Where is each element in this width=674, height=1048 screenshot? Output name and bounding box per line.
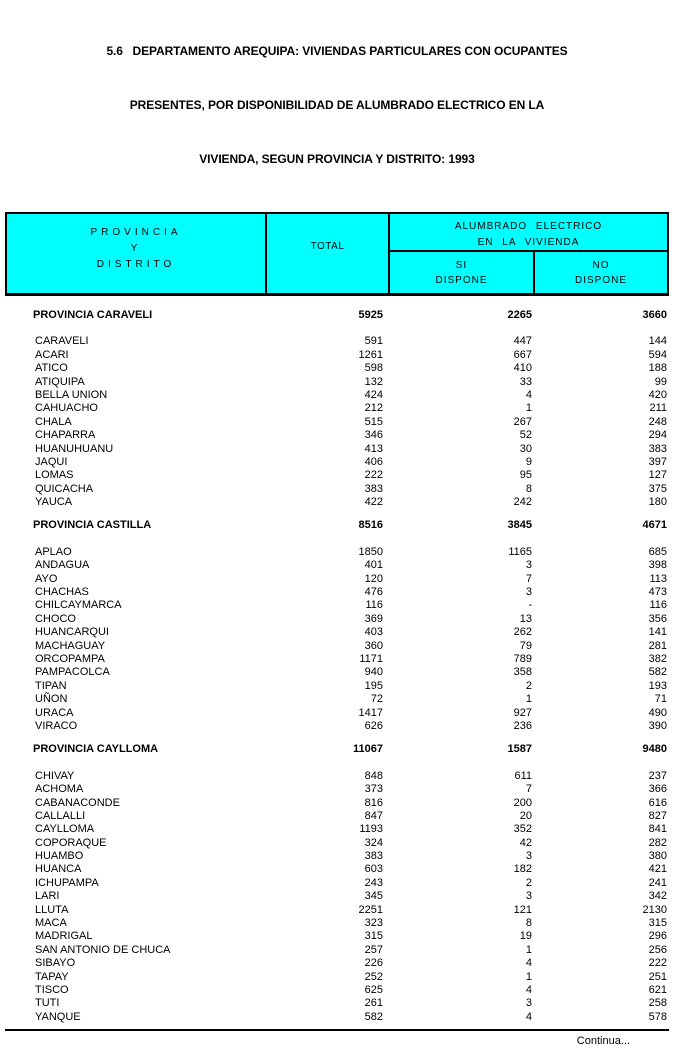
- no-cell: 420: [648, 388, 667, 401]
- si-cell: 2: [525, 679, 532, 692]
- title-line-1: 5.6 DEPARTAMENTO AREQUIPA: VIVIENDAS PARTICULARES CON OCUPANTES: [106, 44, 568, 58]
- column-header-si-dispone: [390, 252, 535, 293]
- no-cell: 356: [648, 612, 667, 625]
- table-row: [5, 707, 669, 720]
- name-cell: CHILCAYMARCA: [35, 599, 122, 612]
- total-cell: 373: [364, 783, 383, 796]
- no-cell: 685: [648, 545, 667, 558]
- table-row: [5, 456, 669, 469]
- name-cell: TISCO: [35, 983, 69, 996]
- name-cell: YANQUE: [35, 1010, 81, 1023]
- total-cell: 324: [364, 836, 383, 849]
- name-cell: SIBAYO: [35, 957, 76, 970]
- name-cell: LLUTA: [35, 903, 69, 916]
- no-cell: 296: [648, 930, 667, 943]
- no-cell: 366: [648, 783, 667, 796]
- si-cell: 33: [519, 375, 532, 388]
- si-cell: 9: [525, 455, 532, 468]
- table-row: [5, 877, 669, 890]
- si-cell: 3: [525, 586, 532, 599]
- no-cell: 2130: [642, 903, 667, 916]
- si-cell: 2265: [507, 309, 532, 321]
- table-row: [5, 546, 669, 559]
- no-cell: 180: [648, 496, 667, 509]
- total-cell: 848: [364, 769, 383, 782]
- province-row: [5, 743, 669, 756]
- si-cell: -: [528, 599, 532, 612]
- total-cell: 406: [364, 455, 383, 468]
- si-cell: 30: [519, 442, 532, 455]
- table-row: [5, 483, 669, 496]
- total-cell: 8516: [358, 519, 383, 532]
- no-cell: 116: [649, 599, 667, 612]
- si-cell: 4: [525, 1010, 532, 1023]
- bottom-rule: [5, 1029, 669, 1031]
- total-cell: 413: [364, 442, 383, 455]
- name-cell: COPORAQUE: [35, 836, 107, 849]
- name-cell: CABANACONDE: [35, 796, 120, 809]
- total-cell: 369: [364, 612, 383, 625]
- name-cell: JAQUI: [35, 455, 68, 468]
- name-cell: PAMPACOLCA: [35, 666, 110, 679]
- total-cell: 257: [364, 943, 383, 956]
- si-cell: 4: [525, 388, 532, 401]
- table-row: [5, 559, 669, 572]
- total-cell: 1261: [358, 348, 383, 361]
- total-cell: 1171: [359, 652, 383, 665]
- distrito-label: DISTRITO: [96, 259, 176, 270]
- no-cell: 421: [648, 863, 667, 876]
- table-row: [5, 335, 669, 348]
- name-cell: MACA: [35, 917, 67, 930]
- total-cell: 120: [364, 572, 383, 585]
- column-header-alumbrado-group: [390, 214, 667, 293]
- total-cell: 315: [364, 930, 383, 943]
- table-row: [5, 680, 669, 693]
- no-cell: 473: [648, 586, 667, 599]
- no-cell: 248: [648, 415, 667, 428]
- no-cell: 222: [648, 957, 667, 970]
- table-row: [5, 930, 669, 943]
- total-cell: 1850: [358, 545, 383, 558]
- no-label: NO: [592, 259, 610, 271]
- no-cell: 144: [648, 335, 667, 348]
- alumbrado-subheaders: [390, 252, 667, 293]
- si-cell: 95: [519, 469, 532, 482]
- no-cell: 251: [648, 970, 667, 983]
- name-cell: LARI: [35, 890, 60, 903]
- total-cell: 195: [364, 679, 383, 692]
- no-cell: 9480: [642, 743, 667, 756]
- total-cell: 252: [364, 970, 383, 983]
- si-cell: 182: [513, 863, 532, 876]
- no-cell: 258: [648, 997, 667, 1010]
- table-row: [5, 376, 669, 389]
- si-cell: 789: [513, 652, 532, 665]
- no-cell: 375: [648, 482, 667, 495]
- total-cell: 403: [364, 626, 383, 639]
- table-row: [5, 693, 669, 706]
- total-cell: 401: [364, 559, 383, 572]
- si-cell: 52: [519, 429, 532, 442]
- total-cell: 816: [364, 796, 383, 809]
- column-header-total: [267, 214, 390, 293]
- no-cell: 188: [648, 362, 667, 375]
- total-cell: 422: [364, 496, 383, 509]
- table-row: [5, 402, 669, 415]
- si-cell: 42: [519, 836, 532, 849]
- si-cell: 242: [513, 496, 532, 509]
- title-line-2: PRESENTES, POR DISPONIBILIDAD DE ALUMBRADO ELECTRICO EN LA: [129, 98, 545, 112]
- si-cell: 667: [513, 348, 532, 361]
- total-cell: 424: [364, 388, 383, 401]
- si-cell: 4: [525, 957, 532, 970]
- name-cell: HUANCA: [35, 863, 82, 876]
- table-row: [5, 653, 669, 666]
- table-row: [5, 797, 669, 810]
- name-cell: TIPAN: [35, 679, 67, 692]
- si-cell: 3: [525, 850, 532, 863]
- alumbrado-line-2: EN LA VIVIENDA: [477, 237, 580, 248]
- name-cell: PROVINCIA CASTILLA: [33, 519, 152, 532]
- total-cell: 72: [370, 693, 383, 706]
- no-cell: 594: [648, 348, 667, 361]
- name-cell: CALLALLI: [35, 809, 86, 822]
- name-cell: CHOCO: [35, 612, 76, 625]
- name-cell: ATIQUIPA: [35, 375, 85, 388]
- no-cell: 582: [648, 666, 667, 679]
- si-cell: 7: [525, 783, 532, 796]
- no-cell: 71: [654, 693, 667, 706]
- no-cell: 193: [648, 679, 667, 692]
- total-cell: 847: [364, 809, 383, 822]
- total-cell: 132: [364, 375, 383, 388]
- table-row: [5, 810, 669, 823]
- no-cell: 616: [648, 796, 667, 809]
- column-header-no-dispone: [535, 252, 667, 293]
- total-cell: 243: [364, 876, 383, 889]
- name-cell: MACHAGUAY: [35, 639, 106, 652]
- total-cell: 360: [364, 639, 383, 652]
- total-cell: 1417: [358, 706, 383, 719]
- table-row: [5, 599, 669, 612]
- total-cell: 598: [364, 362, 383, 375]
- si-cell: 200: [513, 796, 532, 809]
- no-cell: 99: [654, 375, 667, 388]
- total-cell: 5925: [358, 309, 383, 321]
- name-cell: PROVINCIA CARAVELI: [33, 309, 153, 321]
- si-cell: 352: [513, 823, 532, 836]
- name-cell: ATICO: [35, 362, 68, 375]
- total-cell: 383: [364, 850, 383, 863]
- name-cell: HUANCARQUI: [35, 626, 109, 639]
- no-cell: 237: [648, 769, 667, 782]
- total-cell: 346: [364, 429, 383, 442]
- no-cell: 281: [648, 639, 667, 652]
- name-cell: SAN ANTONIO DE CHUCA: [35, 943, 171, 956]
- table-row: [5, 863, 669, 876]
- name-cell: CAHUACHO: [35, 402, 98, 415]
- si-cell: 262: [513, 626, 532, 639]
- si-cell: 410: [513, 362, 532, 375]
- table-row: [5, 971, 669, 984]
- total-cell: 625: [364, 983, 383, 996]
- name-cell: CHAPARRA: [35, 429, 96, 442]
- total-cell: 345: [364, 890, 383, 903]
- table-row: [5, 770, 669, 783]
- table-row: [5, 586, 669, 599]
- province-row: [5, 519, 669, 532]
- si-cell: 358: [513, 666, 532, 679]
- table-row: [5, 720, 669, 733]
- table-body: [5, 309, 669, 1024]
- name-cell: UÑON: [35, 693, 68, 706]
- total-cell: 11067: [353, 743, 383, 756]
- no-cell: 127: [648, 469, 667, 482]
- page-title: [0, 0, 674, 204]
- si-cell: 121: [513, 903, 532, 916]
- name-cell: TUTI: [35, 997, 60, 1010]
- table-row: [5, 469, 669, 482]
- table-row: [5, 666, 669, 679]
- table-row: [5, 626, 669, 639]
- total-cell: 476: [364, 586, 383, 599]
- total-cell: 515: [364, 415, 383, 428]
- name-cell: CHIVAY: [35, 769, 75, 782]
- si-cell: 2: [525, 876, 532, 889]
- no-cell: 4671: [642, 519, 667, 532]
- table-row: [5, 362, 669, 375]
- si-cell: 3: [525, 559, 532, 572]
- table-row: [5, 823, 669, 836]
- name-cell: APLAO: [35, 545, 72, 558]
- provincia-label: PROVINCIA: [90, 227, 182, 238]
- province-section: [5, 519, 669, 733]
- si-cell: 611: [514, 769, 532, 782]
- table-row: [5, 389, 669, 402]
- table-row: [5, 573, 669, 586]
- continua-note: Continua...: [576, 1035, 630, 1048]
- province-section: [5, 743, 669, 1024]
- table-row: [5, 850, 669, 863]
- name-cell: QUICACHA: [35, 482, 94, 495]
- total-cell: 222: [364, 469, 383, 482]
- column-header-provincia-distrito: [7, 214, 267, 293]
- no-cell: 282: [648, 836, 667, 849]
- si-cell: 927: [513, 706, 532, 719]
- si-cell: 1: [525, 693, 532, 706]
- si-cell: 19: [519, 930, 532, 943]
- total-cell: 626: [364, 719, 383, 732]
- si-cell: 8: [525, 917, 532, 930]
- no-cell: 390: [648, 719, 667, 732]
- table-row: [5, 837, 669, 850]
- table-row: [5, 429, 669, 442]
- no-cell: 294: [648, 429, 667, 442]
- table-row: [5, 349, 669, 362]
- name-cell: URACA: [35, 706, 74, 719]
- table-row: [5, 783, 669, 796]
- total-cell: 226: [364, 957, 383, 970]
- si-cell: 7: [525, 572, 532, 585]
- name-cell: ANDAGUA: [35, 559, 90, 572]
- total-cell: 383: [364, 482, 383, 495]
- y-label: Y: [130, 243, 142, 254]
- si-cell: 1: [525, 943, 532, 956]
- table-row: [5, 890, 669, 903]
- table-row: [5, 640, 669, 653]
- name-cell: PROVINCIA CAYLLOMA: [33, 743, 159, 756]
- name-cell: ACHOMA: [35, 783, 84, 796]
- name-cell: ICHUPAMPA: [35, 876, 99, 889]
- no-cell: 211: [649, 402, 667, 415]
- si-cell: 8: [525, 482, 532, 495]
- province-row: [5, 309, 669, 322]
- no-cell: 398: [648, 559, 667, 572]
- name-cell: CAYLLOMA: [35, 823, 95, 836]
- name-cell: HUANUHUANU: [35, 442, 114, 455]
- table-row: [5, 443, 669, 456]
- total-cell: 212: [364, 402, 383, 415]
- si-cell: 3: [525, 890, 532, 903]
- no-cell: 342: [648, 890, 667, 903]
- si-cell: 20: [519, 809, 532, 822]
- si-cell: 1165: [508, 545, 532, 558]
- si-cell: 1: [525, 402, 532, 415]
- name-cell: TAPAY: [35, 970, 69, 983]
- name-cell: BELLA UNION: [35, 388, 108, 401]
- name-cell: VIRACO: [35, 719, 78, 732]
- si-dispone-label: DISPONE: [435, 274, 488, 286]
- total-cell: 116: [365, 599, 383, 612]
- total-cell: 2251: [358, 903, 383, 916]
- si-cell: 267: [513, 415, 532, 428]
- total-label: TOTAL: [310, 241, 345, 252]
- total-cell: 261: [364, 997, 383, 1010]
- si-cell: 1: [525, 970, 532, 983]
- si-cell: 4: [525, 983, 532, 996]
- no-cell: 113: [649, 572, 667, 585]
- no-cell: 141: [648, 626, 667, 639]
- name-cell: AYO: [35, 572, 58, 585]
- no-cell: 397: [648, 455, 667, 468]
- name-cell: MADRIGAL: [35, 930, 93, 943]
- table-row: [5, 917, 669, 930]
- no-cell: 827: [648, 809, 667, 822]
- no-cell: 382: [648, 652, 667, 665]
- no-cell: 841: [648, 823, 667, 836]
- province-section: [5, 309, 669, 509]
- table-row: [5, 416, 669, 429]
- table-row: [5, 957, 669, 970]
- name-cell: CARAVELI: [35, 335, 89, 348]
- table-row: [5, 997, 669, 1010]
- title-line-3: VIVIENDA, SEGUN PROVINCIA Y DISTRITO: 1993: [199, 152, 475, 166]
- no-cell: 256: [648, 943, 667, 956]
- si-cell: 236: [513, 719, 532, 732]
- table-header: [5, 212, 669, 296]
- si-cell: 13: [519, 612, 532, 625]
- name-cell: CHACHAS: [35, 586, 89, 599]
- no-cell: 621: [648, 983, 667, 996]
- table-row: [5, 904, 669, 917]
- total-cell: 591: [364, 335, 383, 348]
- name-cell: ACARI: [35, 348, 69, 361]
- no-cell: 380: [648, 850, 667, 863]
- total-cell: 940: [364, 666, 383, 679]
- name-cell: CHALA: [35, 415, 72, 428]
- table-row: [5, 944, 669, 957]
- si-label: SI: [455, 259, 468, 271]
- table-row: [5, 613, 669, 626]
- alumbrado-electrico-header: [390, 214, 667, 252]
- total-cell: 1193: [359, 823, 383, 836]
- si-cell: 447: [513, 335, 532, 348]
- no-cell: 490: [648, 706, 667, 719]
- si-cell: 1587: [507, 743, 532, 756]
- no-cell: 578: [648, 1010, 667, 1023]
- table-row: [5, 984, 669, 997]
- no-cell: 3660: [642, 309, 667, 321]
- name-cell: HUAMBO: [35, 850, 84, 863]
- si-cell: 3: [525, 997, 532, 1010]
- no-cell: 241: [648, 876, 667, 889]
- total-cell: 323: [364, 917, 383, 930]
- name-cell: YAUCA: [35, 496, 73, 509]
- total-cell: 603: [364, 863, 383, 876]
- total-cell: 582: [364, 1010, 383, 1023]
- si-cell: 79: [519, 639, 532, 652]
- no-cell: 383: [648, 442, 667, 455]
- alumbrado-line-1: ALUMBRADO ELECTRICO: [454, 221, 603, 232]
- no-cell: 315: [648, 917, 667, 930]
- name-cell: LOMAS: [35, 469, 74, 482]
- si-cell: 3845: [507, 519, 532, 532]
- table-row: [5, 1011, 669, 1024]
- table-row: [5, 496, 669, 509]
- name-cell: ORCOPAMPA: [35, 652, 105, 665]
- no-dispone-label: DISPONE: [574, 274, 627, 286]
